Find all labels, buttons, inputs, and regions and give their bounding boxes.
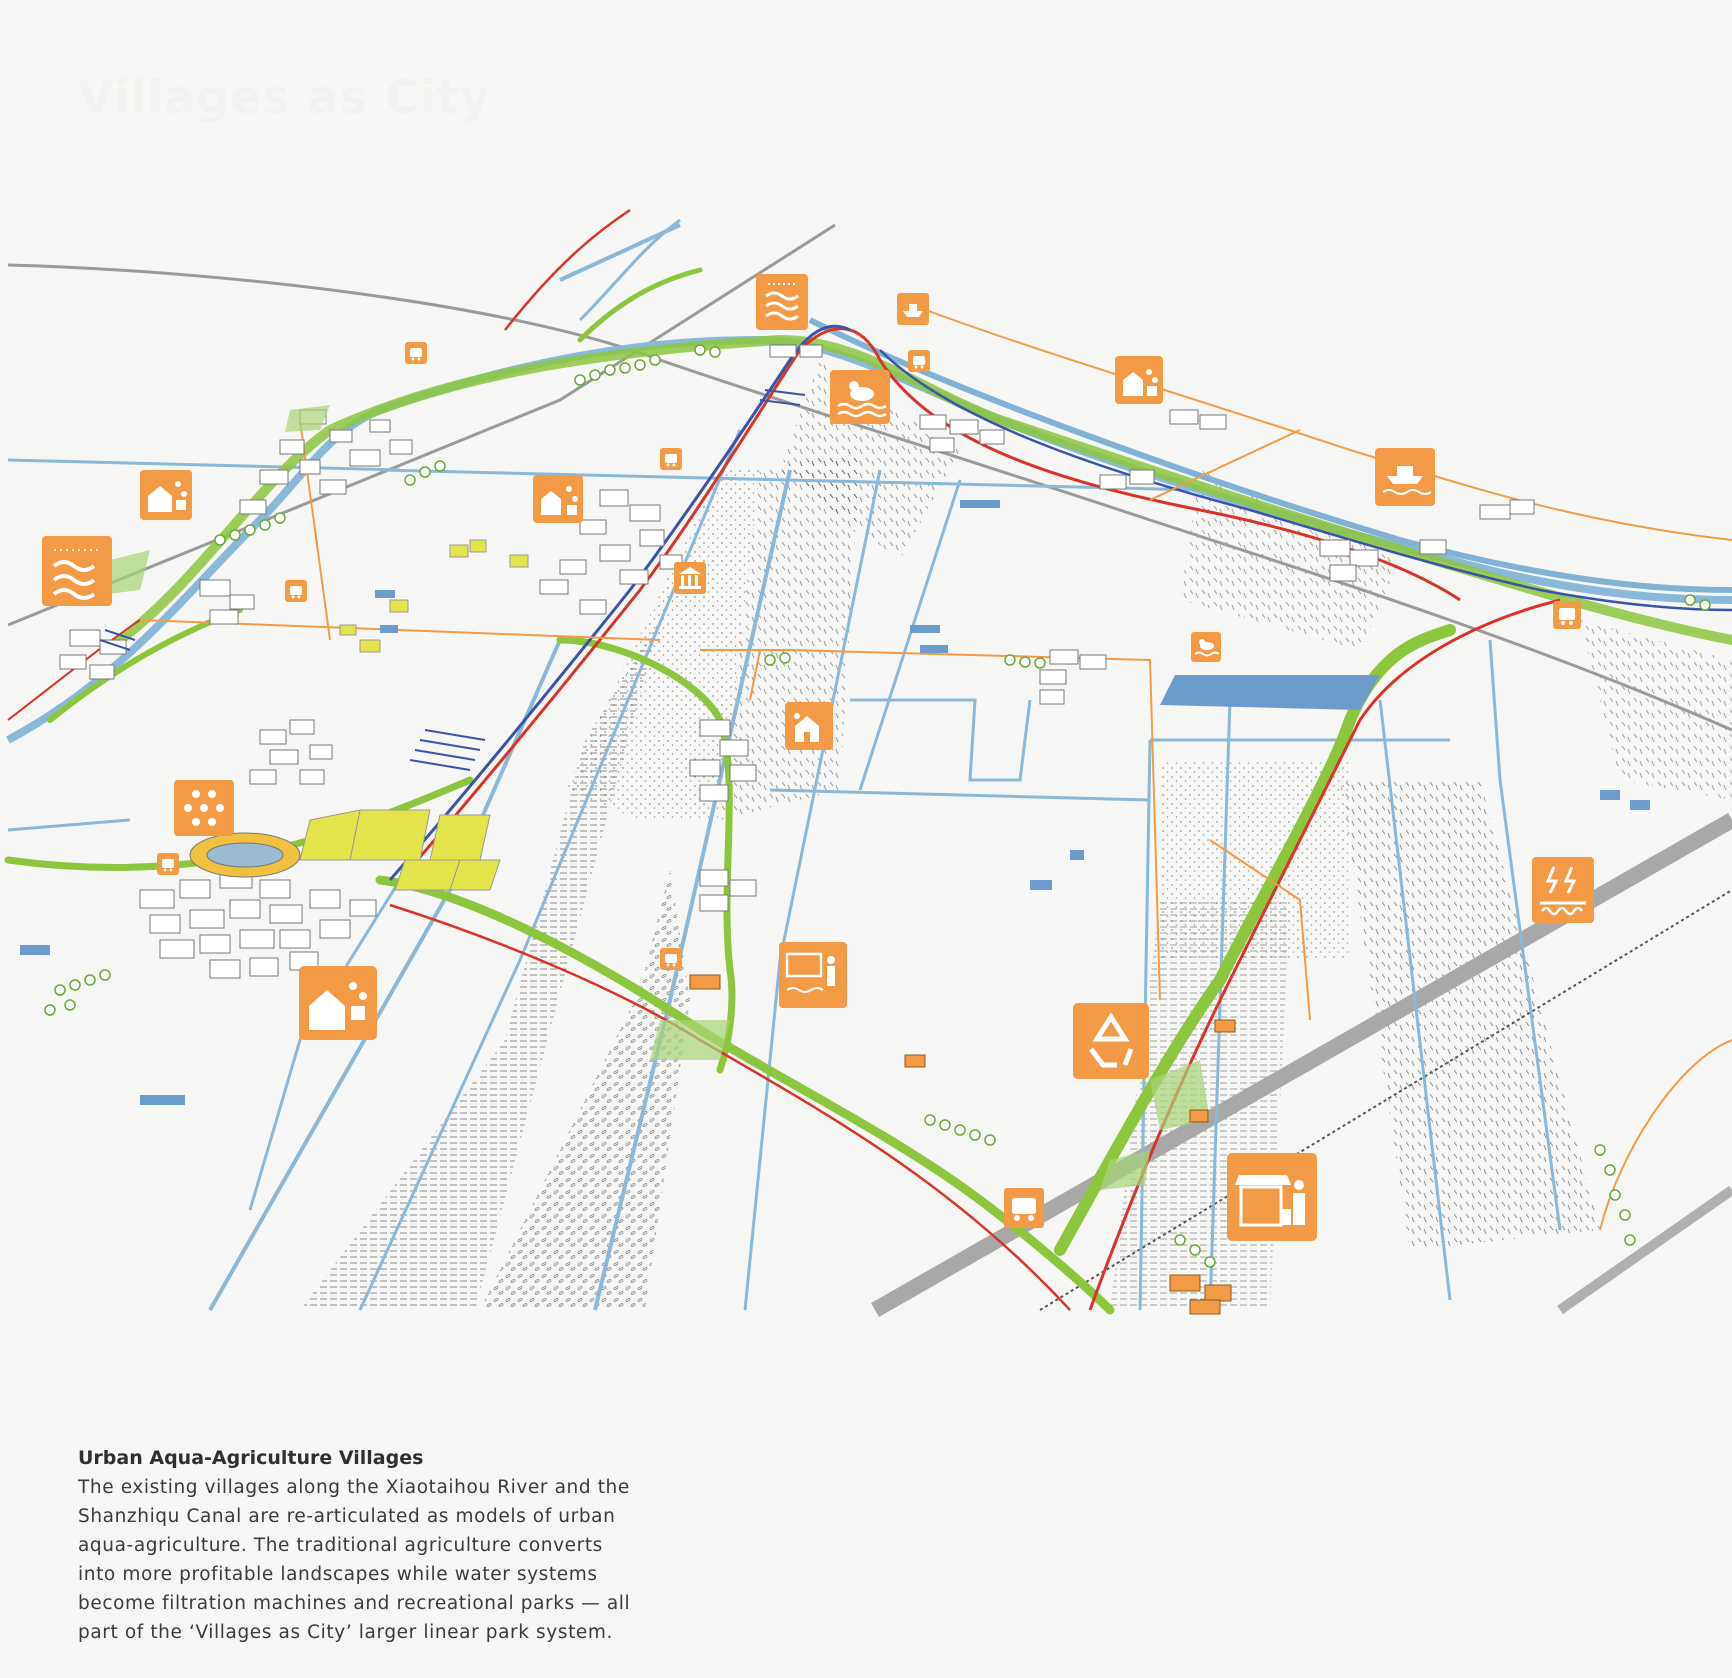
village-northwest [240,410,412,514]
canal-west-edge [8,820,130,830]
classroom-icon [779,942,847,1008]
bus-stop-icon [1004,1188,1044,1228]
village-south-large [140,870,376,978]
museum-icon [674,562,706,594]
bus-stop-icon [660,948,682,970]
stadium [190,833,300,877]
duck-pond-icon [1191,632,1221,662]
village-central [250,720,332,784]
canal-west-grid-1 [8,460,400,470]
duck-pond-icon [830,370,890,424]
orange-path-5 [900,300,1732,540]
bus-stop-icon [908,350,930,372]
village-houses-icon [299,966,377,1040]
community-people-icon [174,780,234,836]
yellow-plots [300,540,528,890]
market-stall-icon [1227,1153,1317,1241]
bus-stop-icon [285,580,307,602]
caption [78,1447,698,1647]
agriculture-terrace-icon [756,274,808,330]
ghost-title: Villages as City [78,70,491,124]
village-houses-icon [1115,356,1163,404]
ferry-icon [1375,448,1435,506]
ferry-icon [897,293,929,325]
energy-filtration-icon [1532,857,1594,923]
village-houses-icon [533,475,583,523]
caption-body: The existing villages along the Xiaotaihou River and the Shanzhiqu Canal are re-articulated as models of urban aqua-agriculture. The traditional agriculture converts into more profitable landscapes while water systems become filtration machines and recreational parks — all part of the ‘Villages as City’ larger linear park system. [78,1477,631,1643]
recycling-icon [1073,1003,1149,1079]
agriculture-terrace-icon [42,536,112,606]
caption-title: Urban Aqua-Agriculture Villages [78,1447,424,1469]
village-houses-icon [140,470,192,520]
park-top-link [580,270,700,340]
bus-stop-icon [405,342,427,364]
bus-stop-icon [1553,601,1581,629]
canal-grid-h2 [770,790,1150,800]
house-icon [785,702,833,750]
ticks-field-edge [1580,620,1732,800]
bus-stop-icon [157,853,179,875]
bus-stop-icon [660,448,682,470]
